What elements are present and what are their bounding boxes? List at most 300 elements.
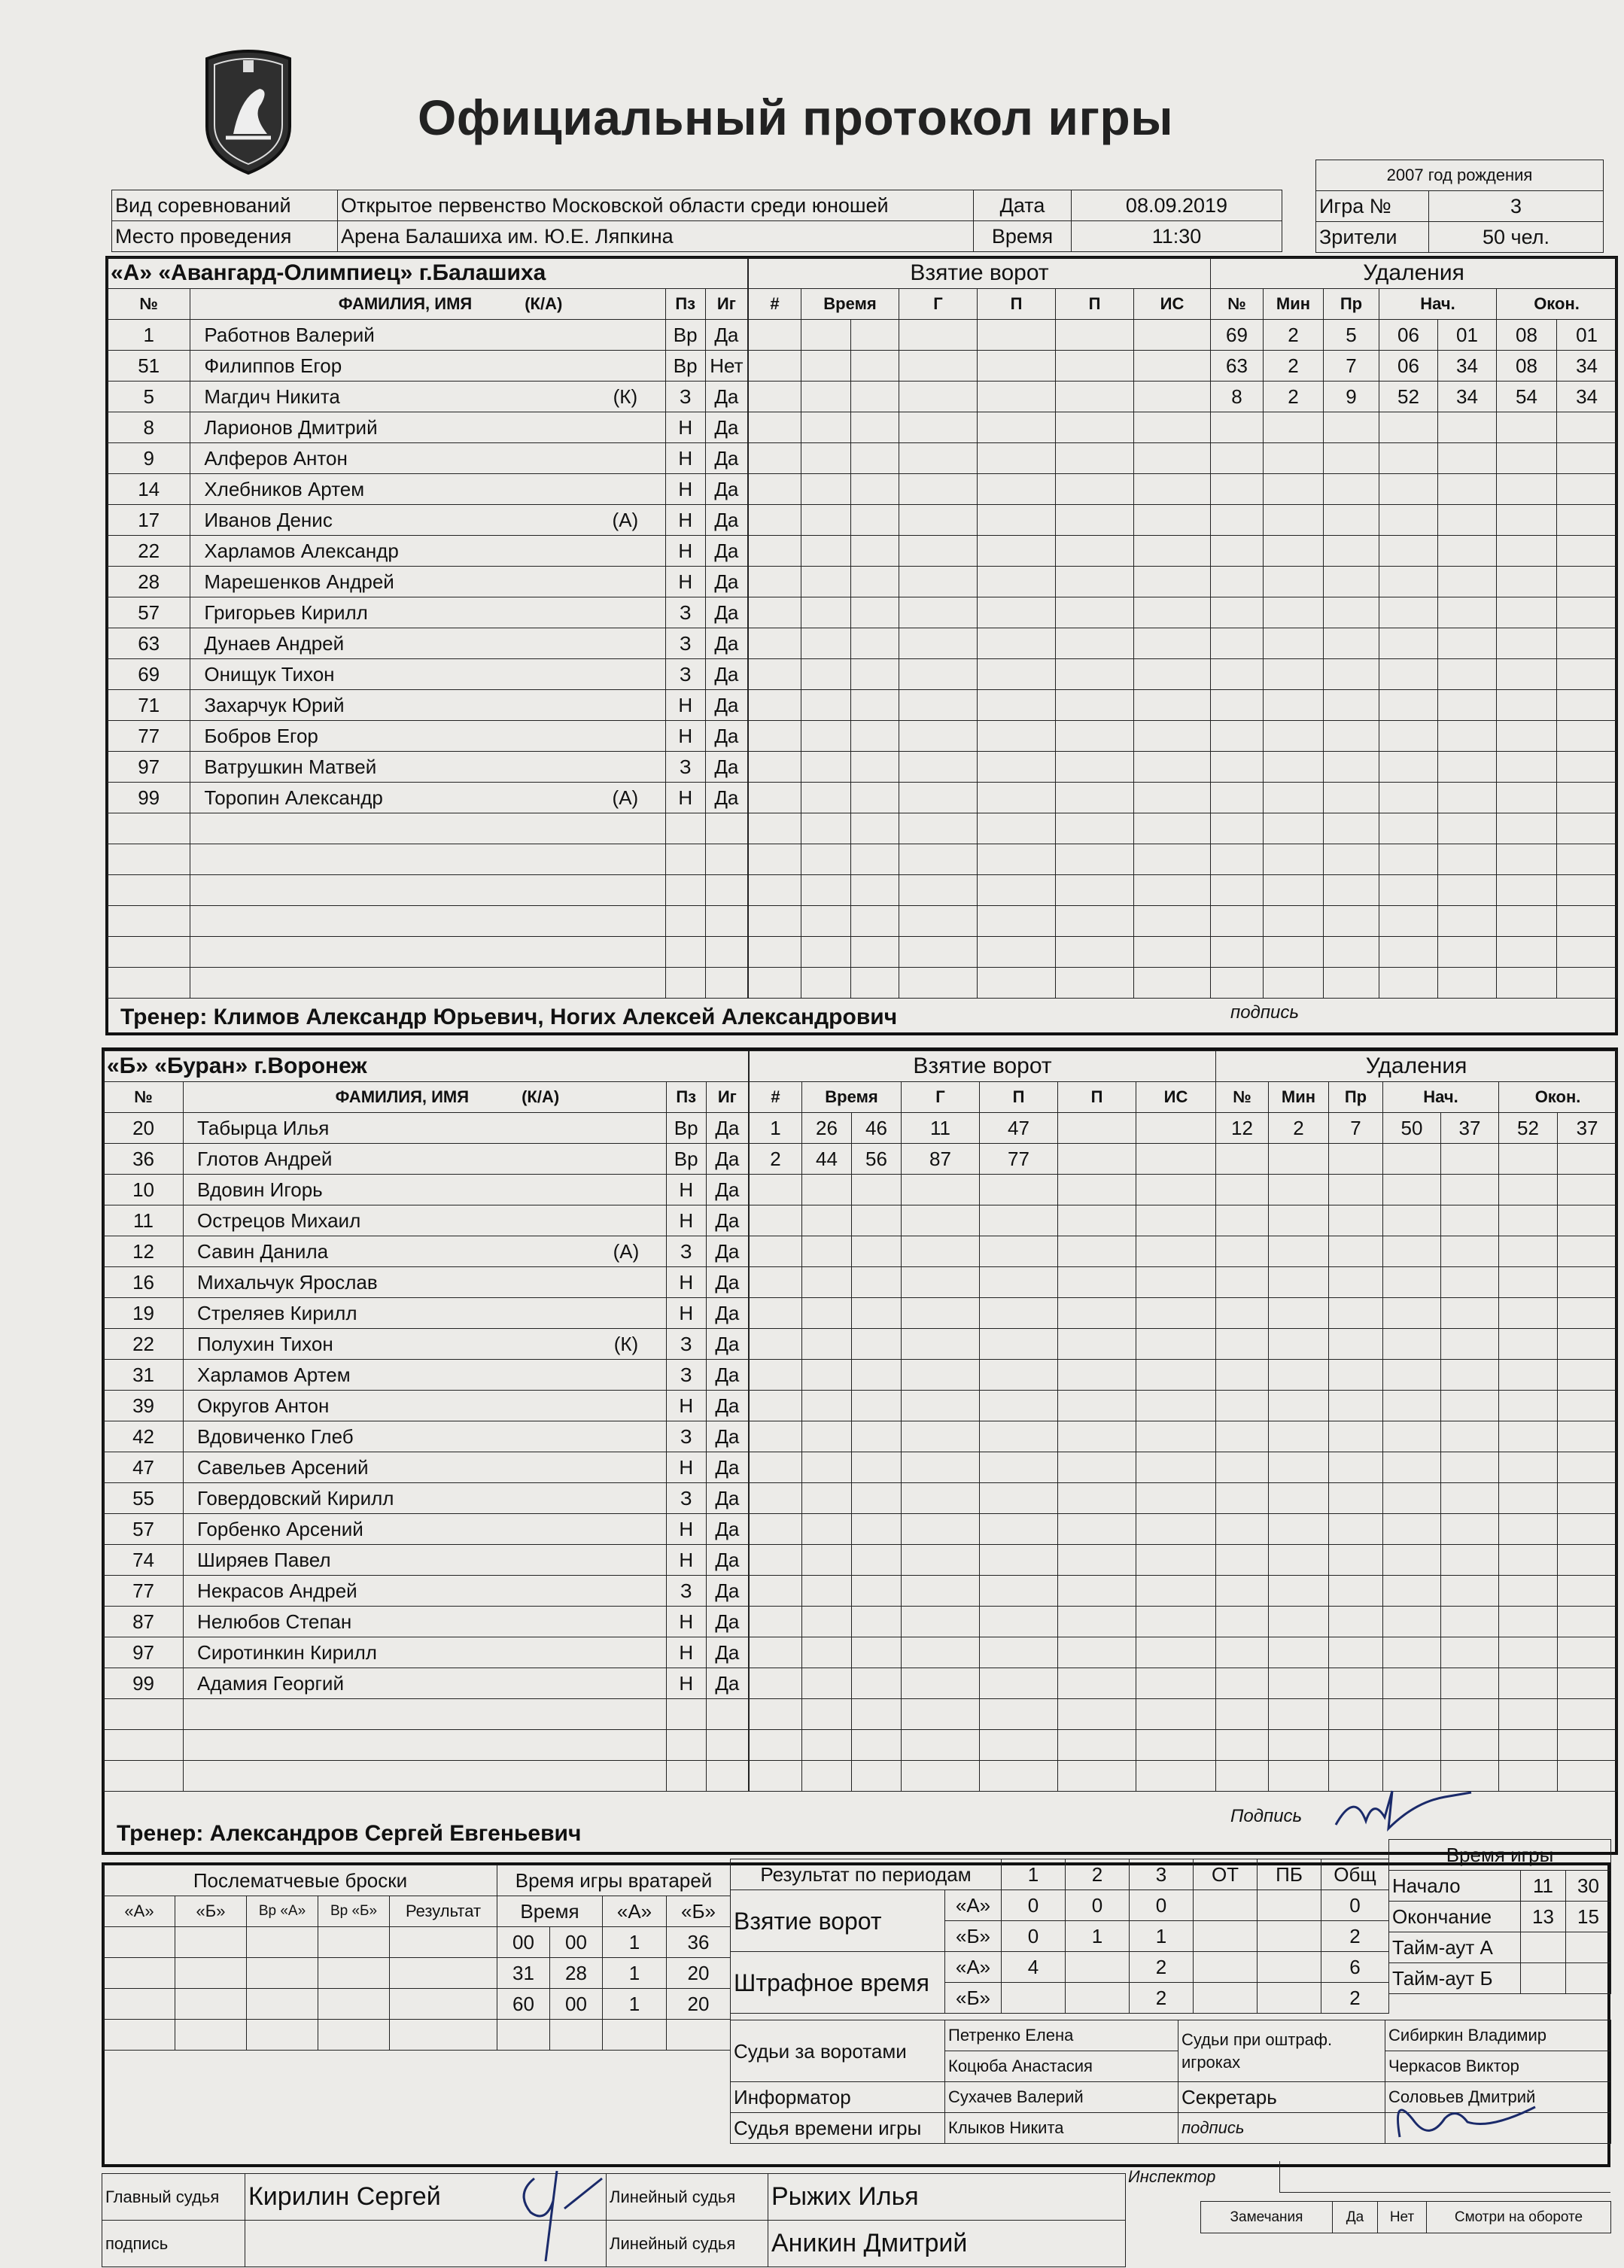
pen-minutes: [1269, 1761, 1329, 1792]
goal-min: [802, 1699, 852, 1730]
player-played: Да: [706, 1668, 748, 1699]
player-role: [586, 1175, 666, 1205]
goal-assist-1: 77: [980, 1144, 1058, 1175]
pen-minutes: [1269, 1360, 1329, 1391]
goal-min: [802, 1452, 852, 1483]
pen-end-sec: [1558, 1730, 1617, 1761]
pen-minutes: 2: [1264, 382, 1324, 412]
col-position: Пз: [665, 289, 705, 320]
col-number: №: [104, 1082, 184, 1113]
goal-assist-1: [980, 1360, 1058, 1391]
player-role: [586, 1113, 666, 1144]
player-number: 97: [108, 752, 190, 783]
goal-no: [749, 937, 801, 968]
player-row: [104, 1730, 749, 1761]
pen-start-sec: [1441, 1144, 1499, 1175]
player-position: З: [666, 1360, 706, 1391]
time-value: 11:30: [1072, 221, 1282, 252]
player-number: 99: [104, 1668, 184, 1699]
col-ka-label: (К/А): [525, 294, 563, 313]
goal-no: [749, 320, 801, 351]
penalty-row: [1216, 1607, 1617, 1637]
pen-player: [1216, 1699, 1269, 1730]
pen-start-sec: [1441, 1545, 1499, 1576]
pen-end-sec: [1558, 1637, 1617, 1668]
inspector-label: Инспектор: [1128, 2166, 1216, 2186]
pen-minutes: [1264, 412, 1324, 443]
penalty-row: [1216, 1514, 1617, 1545]
pen-reason: [1329, 1730, 1383, 1761]
goal-min: [801, 906, 851, 937]
pen-player: [1211, 752, 1264, 783]
player-played: Да: [705, 474, 747, 505]
player-position: Н: [666, 1175, 706, 1205]
player-played: Да: [705, 721, 747, 752]
goal-sec: [852, 1236, 902, 1267]
player-played: Нет: [705, 351, 747, 382]
timekeeper: Клыков Никита: [945, 2113, 1178, 2144]
pen-end-min: [1499, 1205, 1558, 1236]
goal-row: [749, 752, 1211, 783]
pen-end-min: [1497, 968, 1557, 999]
goal-min: [801, 412, 851, 443]
player-played: Да: [705, 783, 747, 813]
player-role: [585, 690, 665, 721]
goals-a-cell: 0: [1066, 1890, 1130, 1921]
goal-scorer: [902, 1637, 980, 1668]
goal-no: [749, 906, 801, 937]
col-played: Иг: [705, 289, 747, 320]
goal-situation: [1136, 1205, 1216, 1236]
empty-cell: [108, 844, 190, 875]
player-played: Да: [706, 1175, 748, 1205]
goal-assist-1: [980, 1236, 1058, 1267]
goal-situation: [1136, 1607, 1216, 1637]
goal-assist-1: [978, 968, 1056, 999]
goal-assist-1: [978, 783, 1056, 813]
penalty-row: [1211, 968, 1617, 999]
pen-end-min: [1499, 1514, 1558, 1545]
pen-minutes: [1264, 690, 1324, 721]
game-time-table: [1388, 1839, 1611, 1994]
goal-no: [750, 1329, 802, 1360]
pen-start-min: [1379, 536, 1438, 567]
line-ref-1: Рыжих Илья: [768, 2174, 1126, 2221]
goal-assist-1: [980, 1175, 1058, 1205]
goal-sec: [852, 1452, 902, 1483]
competition-label: Вид соревнований: [112, 190, 338, 221]
pen-start-min: [1383, 1298, 1441, 1329]
goal-scorer: [902, 1205, 980, 1236]
pen-start-sec: [1438, 412, 1497, 443]
player-name: Нелюбов Степан: [184, 1607, 587, 1637]
player-position: Н: [665, 412, 705, 443]
goal-scorer: [899, 659, 978, 690]
player-role: (А): [586, 1236, 666, 1267]
goal-assist-2: [1058, 1607, 1136, 1637]
player-row: [108, 783, 748, 813]
pen-start-sec: [1441, 1514, 1499, 1545]
pen-start-min: 50: [1383, 1113, 1441, 1144]
pen-start-sec: [1438, 536, 1497, 567]
pen-end-min: [1497, 752, 1557, 783]
player-number: 77: [104, 1576, 184, 1607]
player-role: [585, 597, 665, 628]
goal-situation: [1134, 968, 1211, 999]
penalty-row: [1211, 597, 1617, 628]
goal-situation: [1136, 1144, 1216, 1175]
player-number: 47: [104, 1452, 184, 1483]
goalie-b: 20: [667, 1958, 731, 1989]
goal-sec: [851, 844, 899, 875]
pen-end-sec: [1557, 844, 1617, 875]
goal-assist-1: [980, 1298, 1058, 1329]
pen-minutes: [1269, 1483, 1329, 1514]
pen-end-min: [1497, 474, 1557, 505]
pen-start-min: [1379, 443, 1438, 474]
goal-scorer: [899, 505, 978, 536]
goal-situation: [1134, 875, 1211, 906]
goal-sec: [852, 1360, 902, 1391]
goal-row: [749, 628, 1211, 659]
goal-scorer: [902, 1514, 980, 1545]
player-played: Да: [706, 1545, 748, 1576]
player-row: [108, 567, 748, 597]
empty-cell: [190, 906, 585, 937]
goal-scorer: [899, 351, 978, 382]
goal-no: [749, 783, 801, 813]
player-role: [585, 320, 665, 351]
goal-no: [750, 1175, 802, 1205]
pen-end-sec: [1557, 937, 1617, 968]
pen-reason: [1329, 1360, 1383, 1391]
pen-player: [1216, 1175, 1269, 1205]
pen-player: [1211, 474, 1264, 505]
player-role: [586, 1452, 666, 1483]
empty-cell: [108, 875, 190, 906]
goal-sec: [851, 567, 899, 597]
goal-row: [750, 1421, 1216, 1452]
player-position: Н: [666, 1205, 706, 1236]
player-position: Н: [665, 721, 705, 752]
goal-assist-1: [978, 628, 1056, 659]
pen-end-sec: [1557, 474, 1617, 505]
player-played: Да: [705, 443, 747, 474]
goal-scorer: [899, 783, 978, 813]
player-number: 1: [108, 320, 190, 351]
pen-minutes: [1269, 1298, 1329, 1329]
goal-sec: [852, 1298, 902, 1329]
goal-assist-1: [980, 1730, 1058, 1761]
goal-assist-1: [980, 1668, 1058, 1699]
player-role: [586, 1205, 666, 1236]
goal-sec: [851, 906, 899, 937]
empty-cell: [666, 1730, 706, 1761]
player-number: 19: [104, 1298, 184, 1329]
player-row: [108, 474, 748, 505]
goal-assist-2: [1056, 320, 1134, 351]
penalty-judge-2: Черкасов Виктор: [1385, 2051, 1611, 2082]
remarks-label: Замечания: [1201, 2202, 1333, 2233]
pen-reason: [1329, 1637, 1383, 1668]
player-position: З: [665, 659, 705, 690]
pen-end-min: [1499, 1391, 1558, 1421]
pen-start-sec: 34: [1438, 351, 1497, 382]
pen-minutes: [1269, 1329, 1329, 1360]
goal-scorer: [902, 1452, 980, 1483]
pen-end-min: [1497, 567, 1557, 597]
empty-cell: [705, 968, 747, 999]
player-number: 12: [104, 1236, 184, 1267]
goalie-col-time: Время: [497, 1896, 603, 1927]
pen-reason: [1329, 1576, 1383, 1607]
goal-assist-2: [1056, 844, 1134, 875]
goal-sec: [851, 412, 899, 443]
empty-cell: [190, 968, 585, 999]
goal-assist-2: [1056, 382, 1134, 412]
empty-cell: [190, 937, 585, 968]
empty-cell: [184, 1699, 587, 1730]
pen-minutes: [1264, 659, 1324, 690]
goal-assist-1: [978, 659, 1056, 690]
pen-end-min: [1497, 937, 1557, 968]
pen-start-min: [1383, 1545, 1441, 1576]
player-role: (К): [585, 382, 665, 412]
pen-player: [1216, 1360, 1269, 1391]
timeout-a-label: Тайм-аут А: [1389, 1932, 1521, 1963]
goal-situation: [1136, 1637, 1216, 1668]
pen-start-min: [1379, 597, 1438, 628]
pen-minutes: [1269, 1668, 1329, 1699]
player-name: Полухин Тихон: [184, 1329, 587, 1360]
goal-row: [749, 813, 1211, 844]
goal-min: [801, 474, 851, 505]
player-role: [586, 1298, 666, 1329]
col-ka-label: (К/А): [522, 1087, 560, 1106]
pen-start-min: [1379, 659, 1438, 690]
player-number: 55: [104, 1483, 184, 1514]
goal-sec: [852, 1545, 902, 1576]
goal-sec: [851, 382, 899, 412]
player-number: 8: [108, 412, 190, 443]
goal-assist-1: [978, 906, 1056, 937]
goal-min: 26: [802, 1113, 852, 1144]
end-hour: 13: [1521, 1902, 1566, 1932]
pen-player: [1216, 1391, 1269, 1421]
pen-end-min: [1497, 505, 1557, 536]
pen-start-sec: 01: [1438, 320, 1497, 351]
penalty-row: [1216, 1144, 1617, 1175]
player-name: Харламов Александр: [190, 536, 585, 567]
goal-min: [802, 1391, 852, 1421]
penalty-row: [1211, 628, 1617, 659]
pen-minutes: [1264, 474, 1324, 505]
pen-reason: [1324, 844, 1379, 875]
goalie-row: [497, 1927, 731, 1958]
goal-situation: [1136, 1329, 1216, 1360]
goal-row: [749, 659, 1211, 690]
pen-end-min: [1497, 783, 1557, 813]
shootout-col: «Б»: [175, 1896, 247, 1927]
team-a-coach: Тренер: Климов Александр Юрьевич, Ногих Алексей Александрович: [120, 1005, 898, 1029]
pen-player: 12: [1216, 1113, 1269, 1144]
player-role: [585, 659, 665, 690]
player-played: Да: [705, 320, 747, 351]
pen-player: [1211, 968, 1264, 999]
penalty-row: [1216, 1175, 1617, 1205]
goalie-min: 60: [497, 1989, 550, 2020]
player-position: Н: [665, 690, 705, 721]
goalie-a: 1: [603, 1958, 667, 1989]
goal-no: [750, 1236, 802, 1267]
goalie-b: 36: [667, 1927, 731, 1958]
player-position: Вр: [666, 1113, 706, 1144]
player-role: [586, 1576, 666, 1607]
pen-player: [1216, 1236, 1269, 1267]
pen-end-min: [1499, 1545, 1558, 1576]
goal-assist-2: [1058, 1730, 1136, 1761]
penalty-row: [1216, 1452, 1617, 1483]
goal-judges-label: Судьи за воротами: [731, 2020, 945, 2082]
main-ref: Кирилин Сергей: [245, 2174, 607, 2221]
goal-situation: [1134, 752, 1211, 783]
empty-cell: [665, 937, 705, 968]
col-position: Пз: [666, 1082, 706, 1113]
pen-end-min: 54: [1497, 382, 1557, 412]
col-name-label: ФАМИЛИЯ, ИМЯ: [335, 1087, 470, 1106]
shootout-col: Результат: [390, 1896, 497, 1927]
goal-scorer: [899, 567, 978, 597]
player-row: [108, 906, 748, 937]
goal-sec: [852, 1699, 902, 1730]
pen-end-min: [1497, 875, 1557, 906]
goal-no: [750, 1668, 802, 1699]
goal-sec: [852, 1514, 902, 1545]
pen-end-min: [1499, 1483, 1558, 1514]
empty-cell: [665, 875, 705, 906]
pen-player: [1211, 906, 1264, 937]
goal-sec: [852, 1329, 902, 1360]
player-position: Н: [665, 783, 705, 813]
pen-end-sec: [1557, 752, 1617, 783]
goal-sec: [852, 1730, 902, 1761]
goal-situation: [1136, 1452, 1216, 1483]
pen-end-sec: [1558, 1236, 1617, 1267]
pen-player: 63: [1211, 351, 1264, 382]
player-played: Да: [706, 1421, 748, 1452]
player-played: Да: [706, 1576, 748, 1607]
goal-situation: [1136, 1267, 1216, 1298]
goal-no: [749, 659, 801, 690]
goal-sec: 46: [852, 1113, 902, 1144]
goal-scorer: [899, 752, 978, 783]
goals-label: Взятие ворот: [731, 1890, 945, 1952]
pen-end-min: [1499, 1298, 1558, 1329]
player-row: [108, 813, 748, 844]
goal-scorer: [899, 844, 978, 875]
player-number: 31: [104, 1360, 184, 1391]
player-played: Да: [705, 597, 747, 628]
pen-minutes: [1269, 1391, 1329, 1421]
pen-minutes: 2: [1264, 320, 1324, 351]
pen-minutes: [1269, 1699, 1329, 1730]
penalty-row: [1216, 1699, 1617, 1730]
penalty-row: [1211, 813, 1617, 844]
pen-start-min: [1383, 1699, 1441, 1730]
penalty-row: [1216, 1267, 1617, 1298]
player-position: Н: [666, 1452, 706, 1483]
player-row: [104, 1113, 749, 1144]
pen-player: [1211, 505, 1264, 536]
player-name: Филиппов Егор: [190, 351, 585, 382]
pen-end-min: [1499, 1175, 1558, 1205]
pen-reason: [1329, 1421, 1383, 1452]
goal-row: [750, 1761, 1216, 1792]
goal-min: [802, 1514, 852, 1545]
player-number: 57: [108, 597, 190, 628]
period-col: ОТ: [1194, 1859, 1258, 1890]
player-role: (К): [586, 1329, 666, 1360]
pen-player: [1211, 536, 1264, 567]
pen-start-min: [1383, 1576, 1441, 1607]
goal-assist-1: [978, 597, 1056, 628]
player-position: Вр: [666, 1144, 706, 1175]
player-position: З: [665, 628, 705, 659]
penalty-row: [1211, 659, 1617, 690]
pim-b-cell: [1002, 1983, 1066, 2014]
goal-scorer: [899, 597, 978, 628]
goal-no: [749, 875, 801, 906]
empty-cell: [104, 1699, 184, 1730]
goal-sec: [851, 875, 899, 906]
pen-minutes: [1264, 597, 1324, 628]
empty-cell: [585, 968, 665, 999]
goal-assist-2: [1058, 1175, 1136, 1205]
goal-situation: [1134, 536, 1211, 567]
penalty-judges-label: Судьи при оштраф. игроках: [1178, 2020, 1385, 2082]
goal-row: [750, 1637, 1216, 1668]
player-role: [585, 474, 665, 505]
goal-assist-2: [1058, 1699, 1136, 1730]
penalty-row: [1211, 505, 1617, 536]
pen-reason: 5: [1324, 320, 1379, 351]
goal-assist-2: [1056, 597, 1134, 628]
pen-start-min: [1383, 1668, 1441, 1699]
player-name: Стреляев Кирилл: [184, 1298, 587, 1329]
goals-title: Взятие ворот: [749, 258, 1211, 289]
pen-player: [1216, 1329, 1269, 1360]
goal-scorer: [899, 690, 978, 721]
goal-no: [749, 474, 801, 505]
player-row: [108, 659, 748, 690]
pen-player: [1216, 1545, 1269, 1576]
pen-end-sec: 34: [1557, 351, 1617, 382]
goal-min: [802, 1205, 852, 1236]
pen-minutes: [1264, 567, 1324, 597]
goal-judge-1: Петренко Елена: [945, 2020, 1178, 2051]
penalties-title: Удаления: [1216, 1051, 1617, 1082]
goal-row: [750, 1514, 1216, 1545]
player-played: Да: [706, 1236, 748, 1267]
pen-start-min: [1383, 1730, 1441, 1761]
goal-sec: [851, 783, 899, 813]
goal-assist-1: [978, 474, 1056, 505]
pen-minutes: 2: [1269, 1113, 1329, 1144]
pen-reason: [1324, 597, 1379, 628]
goal-assist-2: [1058, 1483, 1136, 1514]
goal-assist-2: [1058, 1545, 1136, 1576]
row-team-a: «А»: [945, 1952, 1002, 1983]
